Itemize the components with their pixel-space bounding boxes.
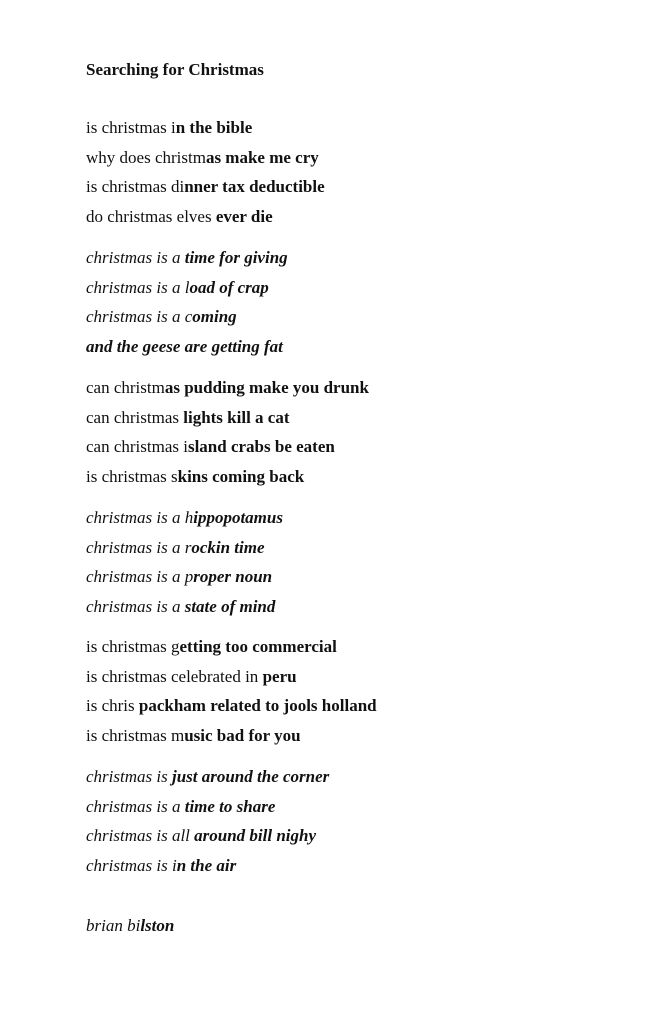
line-prefix: is christmas s <box>86 466 178 486</box>
line-prefix: christmas is all <box>86 826 195 846</box>
line-completion: and the geese are getting fat <box>86 336 283 356</box>
poem-line <box>86 696 377 726</box>
line-prefix: is christmas g <box>86 637 180 656</box>
poem-line <box>86 177 325 207</box>
line-prefix: christmas is a r <box>86 537 192 557</box>
line-prefix: is christmas m <box>86 725 185 745</box>
poem-line <box>86 508 283 538</box>
line-prefix: christmas is a <box>86 796 185 816</box>
poem-line <box>86 667 377 697</box>
poem-line <box>86 767 329 797</box>
poem-line <box>86 148 325 178</box>
poem-title: Searching for Christmas <box>86 60 264 79</box>
line-completion: oming <box>192 307 237 327</box>
line-completion: as pudding make you drunk <box>164 378 369 397</box>
author-prefix: brian bi <box>86 916 141 935</box>
line-completion: packham related to jools holland <box>138 696 377 716</box>
line-completion: kins coming back <box>177 466 305 486</box>
stanza-1 <box>86 118 325 236</box>
line-completion: ockin time <box>191 537 265 557</box>
line-completion: around bill nighy <box>194 826 317 846</box>
poem-line <box>86 726 377 756</box>
stanza-6 <box>86 767 329 885</box>
line-completion: oad of crap <box>189 277 269 297</box>
poem-line <box>86 278 288 308</box>
line-prefix: is christmas i <box>86 118 176 137</box>
stanza-4 <box>86 508 283 626</box>
poem-line <box>86 437 369 467</box>
line-prefix: christmas is a h <box>86 508 194 527</box>
poem-line <box>86 118 325 148</box>
line-completion: time for giving <box>184 248 288 267</box>
line-prefix: why does christm <box>86 147 206 167</box>
author-signature <box>86 916 174 936</box>
line-completion: nner tax deductible <box>184 177 325 197</box>
line-prefix: is chris <box>86 696 139 716</box>
poem-line <box>86 467 369 497</box>
line-prefix: can christm <box>86 378 165 397</box>
poem-line <box>86 637 377 667</box>
line-completion: usic bad for you <box>184 725 301 745</box>
line-prefix: is christmas di <box>86 177 185 197</box>
line-completion: just around the corner <box>171 767 330 786</box>
poem-line <box>86 207 325 237</box>
line-completion: etting too commercial <box>179 637 337 656</box>
stanza-5 <box>86 637 377 755</box>
line-completion: lights kill a cat <box>183 407 290 427</box>
poem-line <box>86 248 288 278</box>
line-prefix: can christmas i <box>86 437 188 457</box>
line-completion: time to share <box>184 796 276 816</box>
line-completion: state of mind <box>184 596 276 616</box>
poem-line <box>86 597 283 627</box>
poem-line <box>86 307 288 337</box>
line-prefix: christmas is a c <box>86 307 193 327</box>
line-prefix: christmas is <box>86 767 172 786</box>
line-completion: ever die <box>215 206 273 226</box>
poem-line <box>86 538 283 568</box>
line-completion: peru <box>262 666 297 686</box>
line-prefix: christmas is a <box>86 248 185 267</box>
line-completion: sland crabs be eaten <box>187 437 335 457</box>
line-prefix: is christmas celebrated in <box>86 666 263 686</box>
line-prefix: christmas is a p <box>86 567 194 587</box>
poem-line <box>86 378 369 408</box>
poem-line <box>86 856 329 886</box>
line-prefix: christmas is a <box>86 596 185 616</box>
poem-line <box>86 567 283 597</box>
line-completion: n the air <box>176 855 237 875</box>
poem-line <box>86 337 288 367</box>
author-completion: lston <box>140 916 175 935</box>
line-completion: roper noun <box>193 567 273 587</box>
line-prefix: christmas is a l <box>86 277 190 297</box>
line-completion: ippopotamus <box>193 508 283 527</box>
poem-line <box>86 797 329 827</box>
line-prefix: do christmas elves <box>86 206 216 226</box>
poem-line <box>86 826 329 856</box>
line-completion: as make me cry <box>205 147 319 167</box>
stanza-2 <box>86 248 288 366</box>
line-prefix: christmas is i <box>86 855 177 875</box>
line-completion: n the bible <box>175 118 253 137</box>
line-prefix: can christmas <box>86 407 184 427</box>
stanza-3 <box>86 378 369 496</box>
poem-line <box>86 408 369 438</box>
